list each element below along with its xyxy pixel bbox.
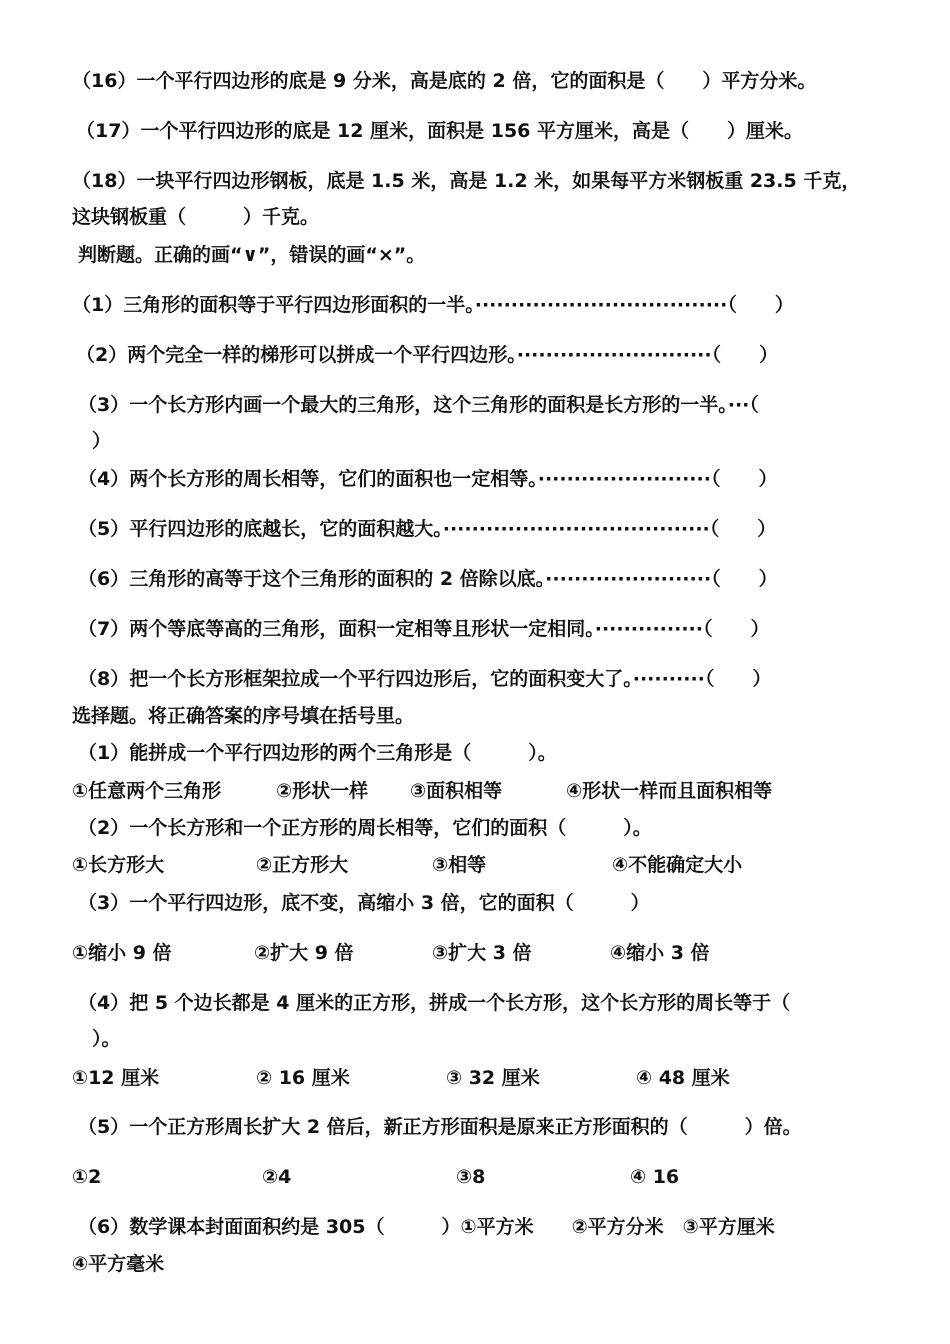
judge-item-4: （4）两个长方形的周长相等，它们的面积也一定相等。························（ ） bbox=[78, 468, 778, 490]
choice-1-option-4: ④形状一样而且面积相等 bbox=[566, 780, 773, 802]
choice-4-option-1: ①12 厘米 bbox=[72, 1067, 160, 1089]
choice-4-option-3: ③ 32 厘米 bbox=[446, 1067, 540, 1089]
choice-1-option-2: ②形状一样 bbox=[276, 780, 369, 802]
choice-5-option-3: ③8 bbox=[456, 1166, 486, 1188]
choice-question-6-line2: ④平方毫米 bbox=[72, 1253, 165, 1275]
choice-2-option-4: ④不能确定大小 bbox=[612, 854, 743, 876]
choice-question-1: （1）能拼成一个平行四边形的两个三角形是（ ）。 bbox=[78, 742, 557, 764]
judge-item-3: （3）一个长方形内画一个最大的三角形，这个三角形的面积是长方形的一半。···（ bbox=[78, 394, 759, 416]
choice-question-6-line1: （6）数学课本封面面积约是 305（ ）①平方米 ②平方分米 ③平方厘米 bbox=[78, 1216, 775, 1238]
choice-2-option-2: ②正方形大 bbox=[256, 854, 349, 876]
choice-2-option-3: ③相等 bbox=[432, 854, 487, 876]
choice-3-option-4: ④缩小 3 倍 bbox=[610, 942, 710, 964]
question-17: （17）一个平行四边形的底是 12 厘米，面积是 156 平方厘米，高是（ ）厘米。 bbox=[76, 120, 804, 142]
question-16: （16）一个平行四边形的底是 9 分米，高是底的 2 倍，它的面积是（ ）平方分米。 bbox=[72, 70, 817, 92]
judge-item-8: （8）把一个长方形框架拉成一个平行四边形后，它的面积变大了。··········（ ） bbox=[78, 668, 772, 690]
choice-question-3: （3）一个平行四边形，底不变，高缩小 3 倍，它的面积（ ） bbox=[78, 892, 650, 914]
choice-1-option-3: ③面积相等 bbox=[410, 780, 503, 802]
choice-5-option-1: ①2 bbox=[72, 1166, 102, 1188]
judge-heading: 判断题。正确的画“∨”，错误的画“×”。 bbox=[78, 244, 426, 266]
choice-1-option-1: ①任意两个三角形 bbox=[72, 780, 222, 802]
judge-item-2: （2）两个完全一样的梯形可以拼成一个平行四边形。···························（ ） bbox=[76, 344, 779, 366]
choice-4-option-4: ④ 48 厘米 bbox=[636, 1067, 730, 1089]
choice-question-2: （2）一个长方形和一个正方形的周长相等，它们的面积（ ）。 bbox=[78, 817, 652, 839]
choice-question-5: （5）一个正方形周长扩大 2 倍后，新正方形面积是原来正方形面积的（ ）倍。 bbox=[78, 1116, 802, 1138]
judge-item-7: （7）两个等底等高的三角形，面积一定相等且形状一定相同。···············（ ） bbox=[78, 618, 770, 640]
judge-item-5: （5）平行四边形的底越长，它的面积越大。·····································（ ） bbox=[78, 518, 777, 540]
judge-item-6: （6）三角形的高等于这个三角形的面积的 2 倍除以底。·······················（ ） bbox=[78, 568, 778, 590]
choice-heading: 选择题。将正确答案的序号填在括号里。 bbox=[72, 705, 415, 727]
choice-5-option-2: ②4 bbox=[262, 1166, 292, 1188]
choice-4-option-2: ② 16 厘米 bbox=[256, 1067, 350, 1089]
judge-item-3-cont: ） bbox=[92, 430, 112, 452]
choice-question-4-line2: ）。 bbox=[92, 1028, 121, 1050]
choice-3-option-3: ③扩大 3 倍 bbox=[432, 942, 532, 964]
question-18-line2: 这块钢板重（ ）千克。 bbox=[72, 206, 320, 228]
choice-question-4-line1: （4）把 5 个边长都是 4 厘米的正方形，拼成一个长方形，这个长方形的周长等于（ bbox=[78, 992, 791, 1014]
choice-2-option-1: ①长方形大 bbox=[72, 854, 165, 876]
choice-3-option-1: ①缩小 9 倍 bbox=[72, 942, 172, 964]
choice-3-option-2: ②扩大 9 倍 bbox=[254, 942, 354, 964]
question-18-line1: （18）一块平行四边形钢板，底是 1.5 米，高是 1.2 米，如果每平方米钢板重 23.5 千克， bbox=[72, 170, 861, 192]
judge-item-1: （1）三角形的面积等于平行四边形面积的一半。···································（ ） bbox=[72, 294, 794, 316]
choice-5-option-4: ④ 16 bbox=[630, 1166, 680, 1188]
